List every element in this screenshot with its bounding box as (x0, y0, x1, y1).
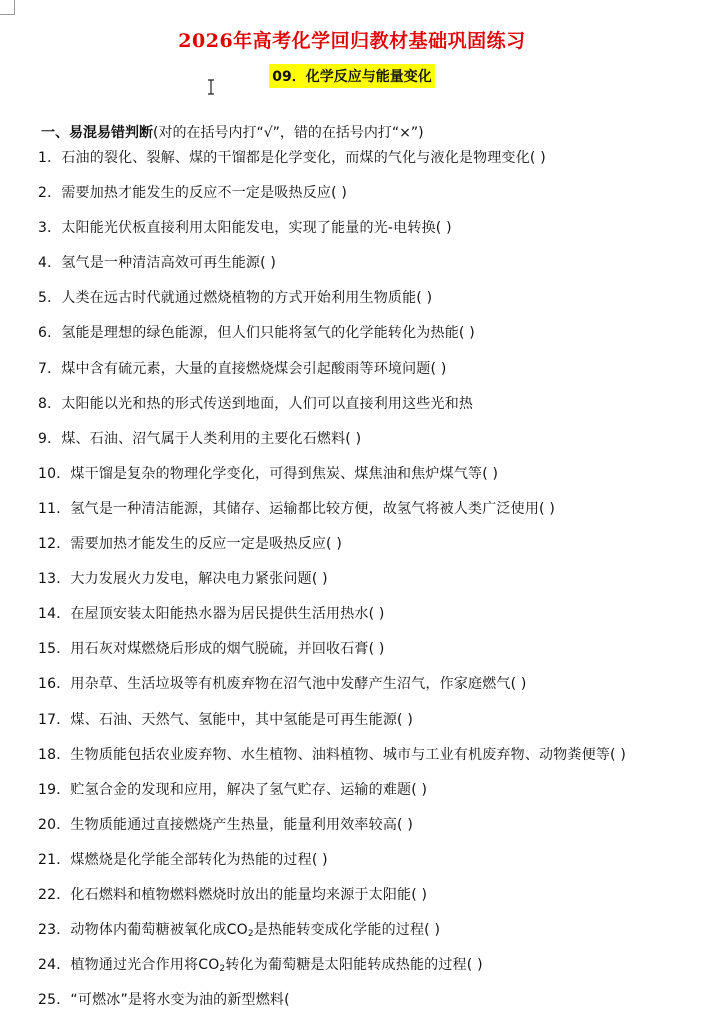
question-list (38, 148, 702, 1025)
question-number: 18． (38, 746, 71, 763)
question-item (38, 359, 702, 394)
question-number: 8． (38, 395, 62, 412)
question-item (38, 850, 702, 885)
question-item (38, 183, 702, 218)
question-text: 大力发展火力发电，解决电力紧张问题( ) (70, 571, 328, 588)
subscript: 2 (247, 929, 254, 940)
question-text: 太阳能以光和热的形式传送到地面，人们可以直接利用这些光和热 (61, 395, 474, 412)
question-text-continued: 转化为葡萄糖是太阳能转成热能的过程( ) (225, 957, 483, 974)
question-text: 煤、石油、天然气、氢能中，其中氢能是可再生能源( ) (70, 711, 413, 728)
question-text: 石油的裂化、裂解、煤的干馏都是化学变化，而煤的气化与液化是物理变化( ) (61, 150, 546, 166)
question-number: 19． (38, 781, 71, 798)
section-heading (41, 122, 424, 142)
question-number: 4． (38, 255, 62, 272)
question-text: 需要加热才能发生的反应一定是吸热反应( ) (70, 536, 342, 553)
question-item (38, 394, 702, 429)
question-item (38, 464, 702, 499)
question-text: 化石燃料和植物燃料燃烧时放出的能量均来源于太阳能( ) (70, 886, 428, 903)
question-number: 9． (38, 430, 62, 447)
question-number: 15． (38, 641, 71, 658)
highlighted-subtitle: 09．化学反应与能量变化 (269, 64, 434, 88)
question-text: 用杂草、生活垃圾等有机废弃物在沼气池中发酵产生沼气，作家庭燃气( ) (70, 676, 527, 693)
question-text: 人类在远古时代就通过燃烧植物的方式开始利用生物质能( ) (61, 290, 433, 307)
question-text: 植物通过光合作用将CO (70, 957, 220, 974)
question-number: 16． (38, 676, 71, 693)
question-number: 10． (38, 465, 71, 482)
section-instruction: (对的在括号内打“√”，错的在括号内打“×”) (153, 125, 424, 141)
question-text: 动物体内葡萄糖被氧化成CO (70, 922, 248, 939)
question-item (38, 323, 702, 358)
question-text: 太阳能光伏板直接利用太阳能发电，实现了能量的光-电转换( ) (61, 220, 452, 237)
question-number: 11． (38, 500, 71, 517)
question-text: 煤、石油、沼气属于人类利用的主要化石燃料( ) (61, 430, 362, 447)
text-cursor-icon (207, 79, 215, 95)
question-number: 1． (38, 150, 62, 166)
question-text: 煤干馏是复杂的物理化学变化，可得到焦炭、煤焦油和焦炉煤气等( ) (70, 465, 499, 482)
question-item (38, 288, 702, 323)
question-number: 24． (38, 957, 71, 974)
question-item (38, 604, 702, 639)
question-number: 22． (38, 886, 71, 903)
question-text: 贮氢合金的发现和应用，解决了氢气贮存、运输的难题( ) (70, 781, 428, 798)
question-item (38, 148, 702, 183)
question-text: 生物质能通过直接燃烧产生热量，能量利用效率较高( ) (70, 816, 413, 833)
question-item (38, 815, 702, 850)
question-item (38, 920, 702, 955)
question-text: 氢气是一种清洁能源，其储存、运输都比较方便，故氢气将被人类广泛使用( ) (70, 500, 555, 517)
subtitle-row (0, 64, 704, 88)
question-item (38, 710, 702, 745)
document-title: 2026年高考化学回归教材基础巩固练习 (178, 30, 526, 52)
question-number: 6． (38, 325, 62, 342)
question-text: 煤中含有硫元素，大量的直接燃烧煤会引起酸雨等环境问题( ) (61, 360, 447, 377)
question-text: 需要加热才能发生的反应不一定是吸热反应( ) (61, 185, 348, 202)
question-item (38, 885, 702, 920)
question-item (38, 639, 702, 674)
question-number: 13． (38, 571, 71, 588)
question-text: 用石灰对煤燃烧后形成的烟气脱硫，并回收石膏( ) (70, 641, 385, 658)
question-text: 氢气是一种清洁高效可再生能源( ) (61, 255, 277, 272)
question-number: 2． (38, 185, 62, 202)
question-number: 3． (38, 220, 62, 237)
question-item (38, 429, 702, 464)
question-number: 23． (38, 922, 71, 939)
question-item (38, 253, 702, 288)
question-text: 氢能是理想的绿色能源，但人们只能将氢气的化学能转化为热能( ) (61, 325, 475, 342)
question-number: 20． (38, 816, 71, 833)
question-text-continued: 是热能转变成化学能的过程( ) (253, 922, 441, 939)
question-number: 7． (38, 360, 62, 377)
question-text: “可燃冰”是将水变为油的新型燃料( (70, 992, 290, 1009)
question-text: 在屋顶安装太阳能热水器为居民提供生活用热水( ) (70, 606, 385, 623)
question-number: 17． (38, 711, 71, 728)
question-item (38, 569, 702, 604)
question-number: 12． (38, 536, 71, 553)
question-number: 25． (38, 992, 71, 1009)
question-item (38, 534, 702, 569)
section-title: 一、易混易错判断 (41, 125, 153, 141)
question-text: 生物质能包括农业废弃物、水生植物、油料植物、城市与工业有机废弃物、动物粪便等( ) (70, 746, 626, 763)
question-item (38, 780, 702, 815)
question-number: 5． (38, 290, 62, 307)
page-corner-mark (0, 0, 15, 15)
question-item (38, 674, 702, 709)
question-item (38, 745, 702, 780)
question-number: 21． (38, 851, 71, 868)
subscript: 2 (219, 964, 226, 975)
question-number: 14． (38, 606, 71, 623)
question-item (38, 499, 702, 534)
question-item (38, 218, 702, 253)
watermark-fade (594, 983, 704, 1017)
question-text: 煤燃烧是化学能全部转化为热能的过程( ) (70, 851, 328, 868)
